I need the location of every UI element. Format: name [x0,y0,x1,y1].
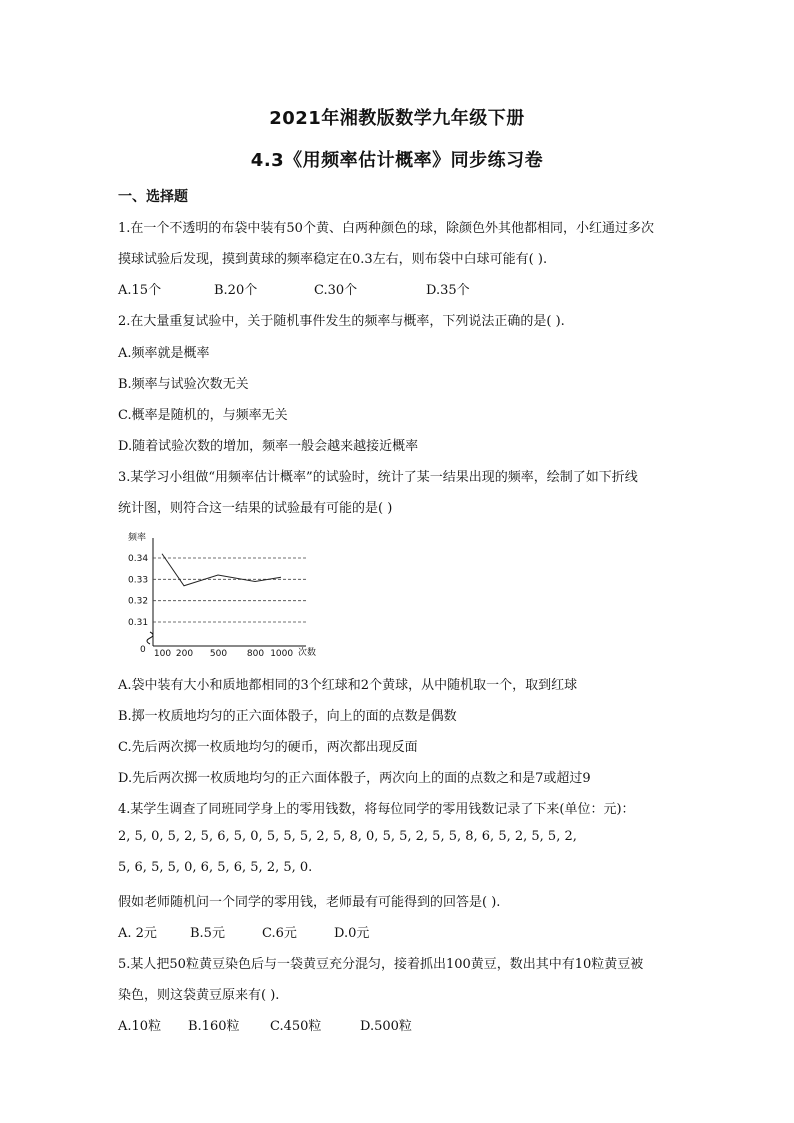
chart-x-tick-label: 800 [246,649,265,659]
q3-option-d: D.先后两次掷一枚质地均匀的正六面体骰子，两次向上的面的点数之和是7或超过9 [118,771,591,786]
q4-option-c: C.6元 [262,926,297,941]
q5-option-c: C.450粒 [270,1019,322,1034]
q1-stem-line1: 1.在一个不透明的布袋中装有50个黄、白两种颜色的球，除颜色外其他都相同，小红通过多次 [118,221,654,236]
q4-option-d: D.0元 [334,926,370,941]
q5-stem-line1: 5.某人把50粒黄豆染色后与一袋黄豆充分混匀，接着抓出100黄豆，数出其中有10粒黄豆被 [118,957,644,972]
q2-option-c: C.概率是随机的，与频率无关 [118,408,288,423]
q2-option-d: D.随着试验次数的增加，频率一般会越来越接近概率 [118,439,419,454]
q4-options [118,922,369,941]
q5-option-b: B.160粒 [188,1019,240,1034]
q4-option-a: A. 2元 [118,926,157,941]
chart-y-tick-label: 0.31 [128,618,149,628]
q3-option-c: C.先后两次掷一枚质地均匀的硬币，两次都出现反面 [118,740,418,755]
q1-stem-line2: 摸球试验后发现，摸到黄球的频率稳定在0.3左右，则布袋中白球可能有( ). [118,252,548,267]
chart-y-tick-label: 0.34 [128,554,149,564]
q5-option-a: A.10粒 [118,1019,162,1034]
chart-x-tick-label: 1000 [270,649,294,659]
q1-option-c: C.30个 [314,283,358,298]
document-title: 2021年湘教版数学九年级下册 [269,108,525,129]
chart-x-tick-label: 100 [153,649,172,659]
q4-stem-line2: 假如老师随机问一个同学的零用钱，老师最有可能得到的回答是( ). [118,895,501,910]
q4-option-b: B.5元 [190,926,225,941]
document-subtitle: 4.3《用频率估计概率》同步练习卷 [250,150,544,171]
q1-options [118,279,470,298]
q3-option-b: B.掷一枚质地均匀的正六面体骰子，向上的面的点数是偶数 [118,709,457,724]
chart-origin-label: 0 [140,645,146,655]
q5-options [118,1015,412,1034]
q5-option-d: D.500粒 [360,1019,412,1034]
frequency-line-chart [128,528,338,660]
chart-y-tick-label: 0.33 [128,575,149,586]
q4-data-line1: 2, 5, 0, 5, 2, 5, 6, 5, 0, 5, 5, 5, 2, 5, 8, 0, 5, 5, 2, 5, 5, 8, 6, 5, 2, 5, 5, 2, [118,829,577,844]
q3-stem-line2: 统计图，则符合这一结果的试验最有可能的是( ) [118,501,393,516]
q4-stem-line1: 4.某学生调查了同班同学身上的零用钱数，将每位同学的零用钱数记录了下来(单位：元)： [118,802,635,817]
chart-xlabel: 次数 [298,648,317,658]
q2-option-a: A.频率就是概率 [118,346,210,361]
q1-option-a: A.15个 [118,283,162,298]
q1-option-b: B.20个 [214,283,258,298]
chart-series-line [162,554,281,586]
chart-x-tick-label: 500 [209,649,228,659]
q3-option-a: A.袋中装有大小和质地都相同的3个红球和2个黄球，从中随机取一个，取到红球 [118,678,578,693]
q3-stem-line1: 3.某学习小组做“用频率估计概率”的试验时，统计了某一结果出现的频率，绘制了如下折线 [118,470,638,485]
chart-y-tick-label: 0.32 [128,596,149,607]
q2-option-b: B.频率与试验次数无关 [118,377,249,392]
q1-option-d: D.35个 [426,283,470,298]
q2-stem: 2.在大量重复试验中，关于随机事件发生的频率与概率，下列说法正确的是( ). [118,314,565,329]
q5-stem-line2: 染色，则这袋黄豆原来有( ). [118,988,280,1003]
chart-x-tick-label: 200 [175,649,194,659]
q4-data-line2: 5, 6, 5, 5, 0, 6, 5, 6, 5, 2, 5, 0. [118,860,313,875]
chart-ylabel: 频率 [128,533,147,543]
chart-axis-break [147,632,153,644]
section-heading: 一、选择题 [118,189,188,205]
